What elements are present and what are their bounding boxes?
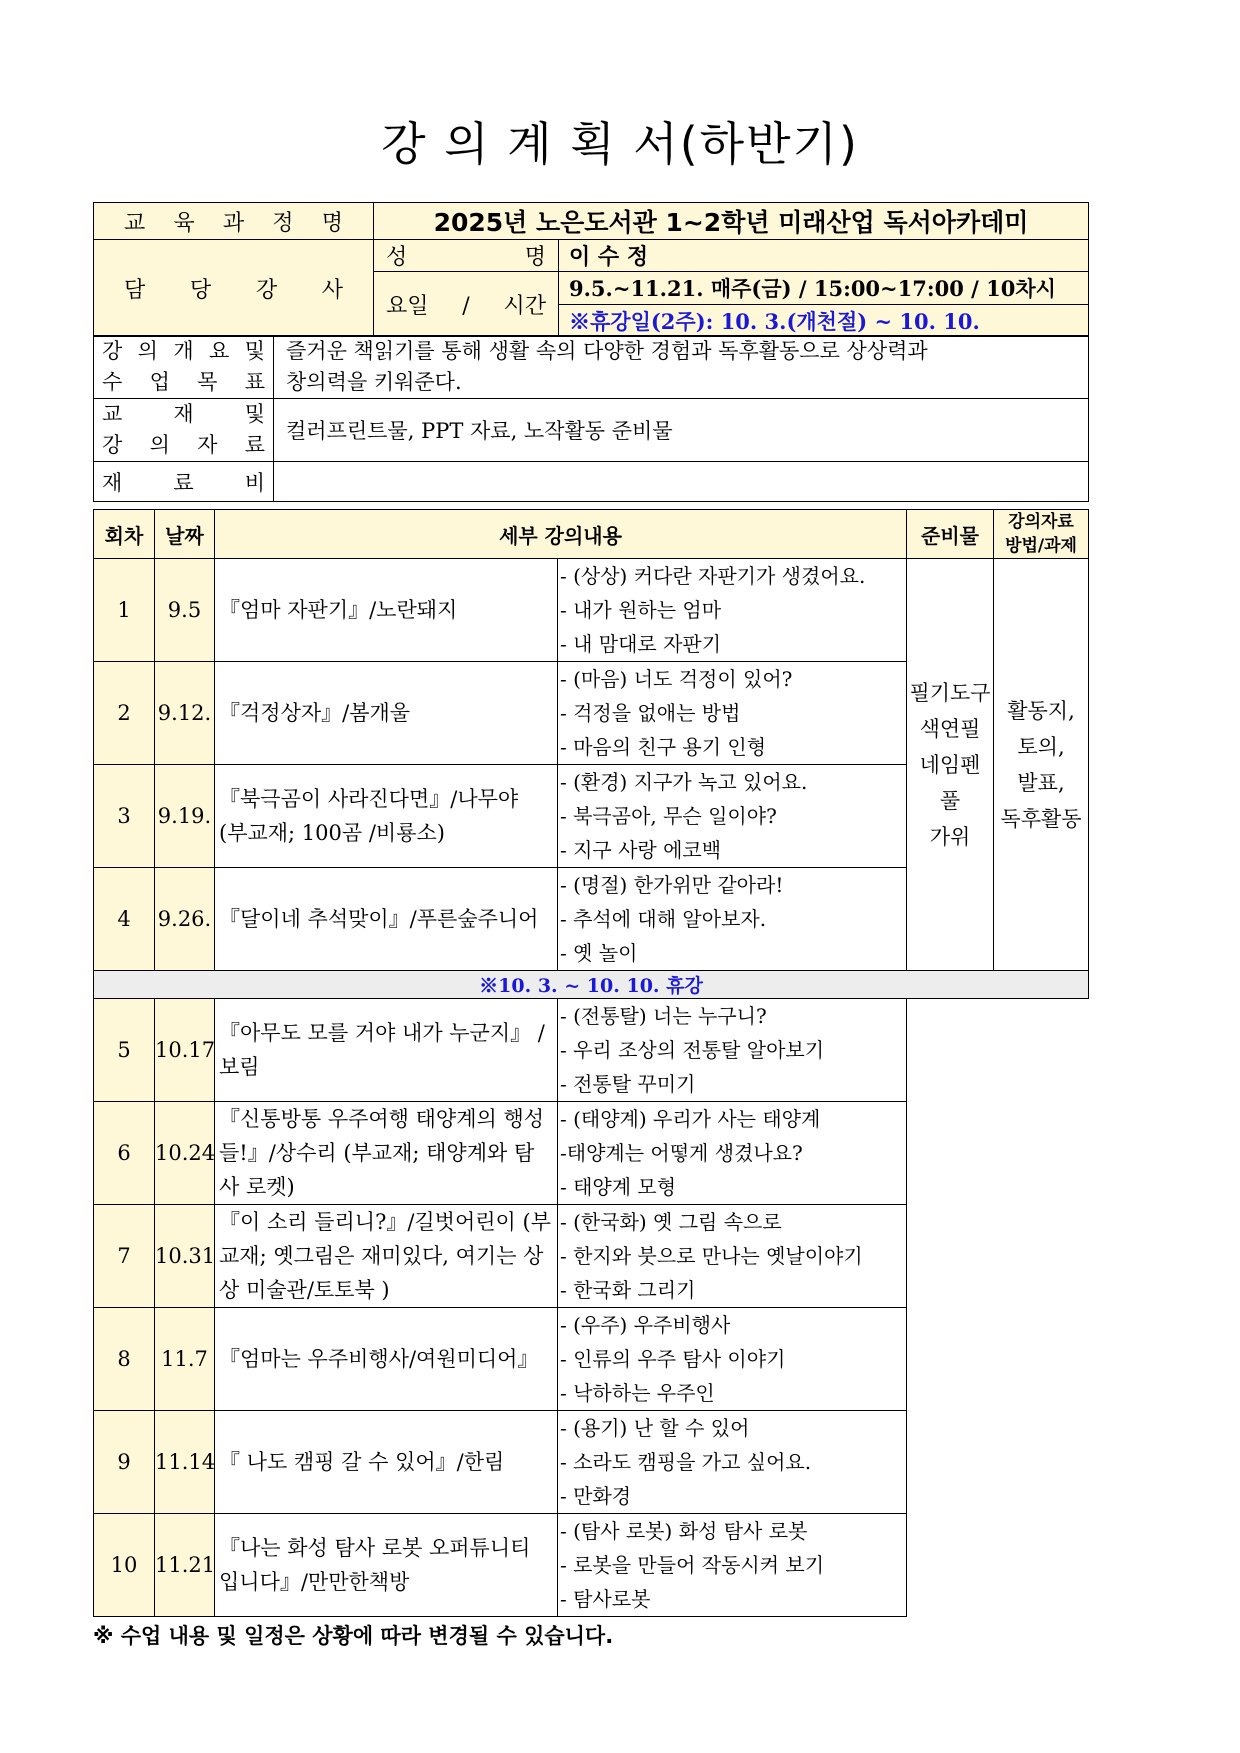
col-prep-header: 준비물 — [907, 510, 994, 559]
materials-label-line: 강 의 자 료 — [102, 433, 265, 457]
session-date: 9.26. — [155, 868, 215, 971]
session-date: 10.31 — [155, 1205, 215, 1308]
activity-list — [558, 765, 907, 868]
activity-item: - 로봇을 만들어 작동시켜 보기 — [560, 1553, 825, 1577]
table-row — [94, 1411, 1089, 1514]
table-row — [94, 1102, 1089, 1205]
method-item: 독후활동 — [1000, 806, 1082, 831]
round-number: 5 — [94, 999, 155, 1102]
activity-item: -태양계는 어떻게 생겼나요? — [560, 1141, 803, 1165]
book-title: 『북극곰이 사라진다면』/나무야 (부교재; 100곰 /비룡소) — [215, 765, 558, 868]
book-title: 『엄마는 우주비행사/여원미디어』 — [215, 1308, 558, 1411]
activity-item: - 우리 조상의 전통탈 알아보기 — [560, 1038, 825, 1062]
activity-item: - 인류의 우주 탐사 이야기 — [560, 1347, 786, 1371]
overview-label-line: 강 의 개 요 및 — [102, 339, 265, 363]
fee-label: 재 료 비 — [94, 462, 274, 502]
activity-item: - (상상) 커다란 자판기가 생겼어요. — [560, 564, 866, 588]
lecture-methods — [994, 559, 1089, 971]
activity-item: - 내 맘대로 자판기 — [560, 632, 722, 656]
session-date: 11.21 — [155, 1514, 215, 1617]
course-name: 2025년 노은도서관 1~2학년 미래산업 독서아카데미 — [374, 203, 1089, 240]
activity-item: - (용기) 난 할 수 있어 — [560, 1416, 750, 1440]
activity-item: - 옛 놀이 — [560, 941, 638, 965]
activity-item: - 마음의 친구 용기 인형 — [560, 735, 767, 759]
materials-text: 컬러프린트물, PPT 자료, 노작활동 준비물 — [274, 399, 1089, 462]
schedule-value: 9.5.~11.21. 매주(금) / 15:00~17:00 / 10차시 — [559, 272, 1089, 305]
activity-list — [558, 1308, 907, 1411]
course-label: 교 육 과 정 명 — [94, 203, 374, 240]
activity-item: - 걱정을 없애는 방법 — [560, 701, 741, 725]
col-method-line: 강의자료 — [1008, 512, 1074, 532]
activity-list — [558, 868, 907, 971]
instructor-name: 이 수 정 — [559, 240, 1089, 272]
activity-item: - (태양계) 우리가 사는 태양계 — [560, 1107, 821, 1131]
book-title: 『아무도 모를 거야 내가 누군지』 / 보림 — [215, 999, 558, 1102]
activity-item: - 내가 원하는 엄마 — [560, 598, 722, 622]
session-date: 9.19. — [155, 765, 215, 868]
round-number: 7 — [94, 1205, 155, 1308]
book-title: 『나는 화성 탐사 로봇 오퍼튜니티 입니다』/만만한책방 — [215, 1514, 558, 1617]
overview-text-line: 창의력을 키워준다. — [286, 370, 462, 394]
activity-item: - 한지와 붓으로 만나는 옛날이야기 — [560, 1244, 863, 1268]
activity-list — [558, 559, 907, 662]
holiday-note: ※휴강일(2주): 10. 3.(개천절) ~ 10. 10. — [559, 305, 1089, 337]
method-item: 발표, — [1017, 770, 1065, 795]
activity-list — [558, 662, 907, 765]
activity-list — [558, 1102, 907, 1205]
book-title: 『 나도 캠핑 갈 수 있어』/한림 — [215, 1411, 558, 1514]
table-row — [94, 999, 1089, 1102]
round-number: 2 — [94, 662, 155, 765]
activity-item: - 지구 사랑 에코백 — [560, 838, 722, 862]
prep-item: 풀 — [939, 788, 961, 813]
activity-item: - (환경) 지구가 녹고 있어요. — [560, 770, 808, 794]
activity-item: - (탐사 로봇) 화성 탐사 로봇 — [560, 1519, 808, 1543]
activity-item: - (우주) 우주비행사 — [560, 1313, 731, 1337]
activity-item: - 낙하하는 우주인 — [560, 1381, 715, 1405]
round-number: 6 — [94, 1102, 155, 1205]
fee-text — [274, 462, 1089, 502]
session-date: 11.14 — [155, 1411, 215, 1514]
book-title: 『신통방통 우주여행 태양계의 행성들!』/상수리 (부교재; 태양계와 탐사 로켓) — [215, 1102, 558, 1205]
schedule-label: 요일 / 시간 — [374, 272, 559, 337]
schedule-table — [93, 509, 1089, 1617]
break-row — [94, 971, 1089, 999]
activity-list — [558, 1205, 907, 1308]
activity-list — [558, 1514, 907, 1617]
table-row — [94, 1308, 1089, 1411]
col-method-header — [994, 510, 1089, 559]
round-number: 8 — [94, 1308, 155, 1411]
table-header-row — [94, 510, 1089, 559]
activity-item: - 만화경 — [560, 1484, 632, 1508]
activity-item: - (마음) 너도 걱정이 있어? — [560, 667, 793, 691]
book-title: 『엄마 자판기』/노란돼지 — [215, 559, 558, 662]
session-date: 9.12. — [155, 662, 215, 765]
footer-note: ※ 수업 내용 및 일정은 상황에 따라 변경될 수 있습니다. — [93, 1624, 614, 1648]
table-row — [94, 1205, 1089, 1308]
session-date: 10.17 — [155, 999, 215, 1102]
session-date: 11.7 — [155, 1308, 215, 1411]
activity-list — [558, 1411, 907, 1514]
prep-item: 가위 — [929, 824, 971, 849]
overview-text-line: 즐거운 책읽기를 통해 생활 속의 다양한 경험과 독후활동으로 상상력과 — [286, 339, 928, 363]
prep-item: 네임펜 — [919, 752, 981, 777]
activity-item: - (한국화) 옛 그림 속으로 — [560, 1210, 782, 1234]
course-header-table — [93, 202, 1089, 337]
round-number: 1 — [94, 559, 155, 662]
instructor-label: 담 당 강 사 — [94, 240, 374, 337]
book-title: 『이 소리 들리니?』/길벗어린이 (부교재; 옛그림은 재미있다, 여기는 상상 미술관/토토북 ) — [215, 1205, 558, 1308]
round-number: 10 — [94, 1514, 155, 1617]
round-number: 3 — [94, 765, 155, 868]
prep-item: 색연필 — [919, 716, 981, 741]
col-content-header: 세부 강의내용 — [215, 510, 907, 559]
activity-item: - 탐사로봇 — [560, 1587, 651, 1611]
activity-item: - (명절) 한가위만 같아라! — [560, 873, 784, 897]
page-title: 강 의 계 획 서(하반기) — [381, 117, 859, 171]
course-info-table — [93, 335, 1089, 502]
overview-label — [94, 336, 274, 399]
activity-item: - 추석에 대해 알아보자. — [560, 907, 767, 931]
session-date: 9.5 — [155, 559, 215, 662]
book-title: 『걱정상자』/봄개울 — [215, 662, 558, 765]
col-round-header: 회차 — [94, 510, 155, 559]
activity-item: - 북극곰아, 무슨 일이야? — [560, 804, 777, 828]
session-date: 10.24 — [155, 1102, 215, 1205]
activity-item: - 한국화 그리기 — [560, 1278, 696, 1302]
col-date-header: 날짜 — [155, 510, 215, 559]
break-row-text: ※10. 3. ~ 10. 10. 휴강 — [94, 971, 1089, 999]
prep-materials — [907, 559, 994, 971]
activity-item: - 소라도 캠핑을 가고 싶어요. — [560, 1450, 812, 1474]
prep-item: 필기도구 — [909, 680, 991, 705]
activity-list — [558, 999, 907, 1102]
materials-label — [94, 399, 274, 462]
book-title: 『달이네 추석맞이』/푸른숲주니어 — [215, 868, 558, 971]
col-method-line: 방법/과제 — [1005, 536, 1077, 556]
method-item: 활동지, — [1007, 698, 1075, 723]
overview-text — [274, 336, 1089, 399]
round-number: 9 — [94, 1411, 155, 1514]
round-number: 4 — [94, 868, 155, 971]
name-label: 성 명 — [374, 240, 559, 272]
method-item: 토의, — [1017, 734, 1065, 759]
overview-label-line: 수 업 목 표 — [102, 370, 265, 394]
activity-item: - (전통탈) 너는 누구니? — [560, 1004, 767, 1028]
table-row — [94, 1514, 1089, 1617]
materials-label-line: 교 재 및 — [102, 402, 265, 426]
table-row — [94, 559, 1089, 662]
activity-item: - 전통탈 꾸미기 — [560, 1072, 696, 1096]
activity-item: - 태양계 모형 — [560, 1175, 677, 1199]
